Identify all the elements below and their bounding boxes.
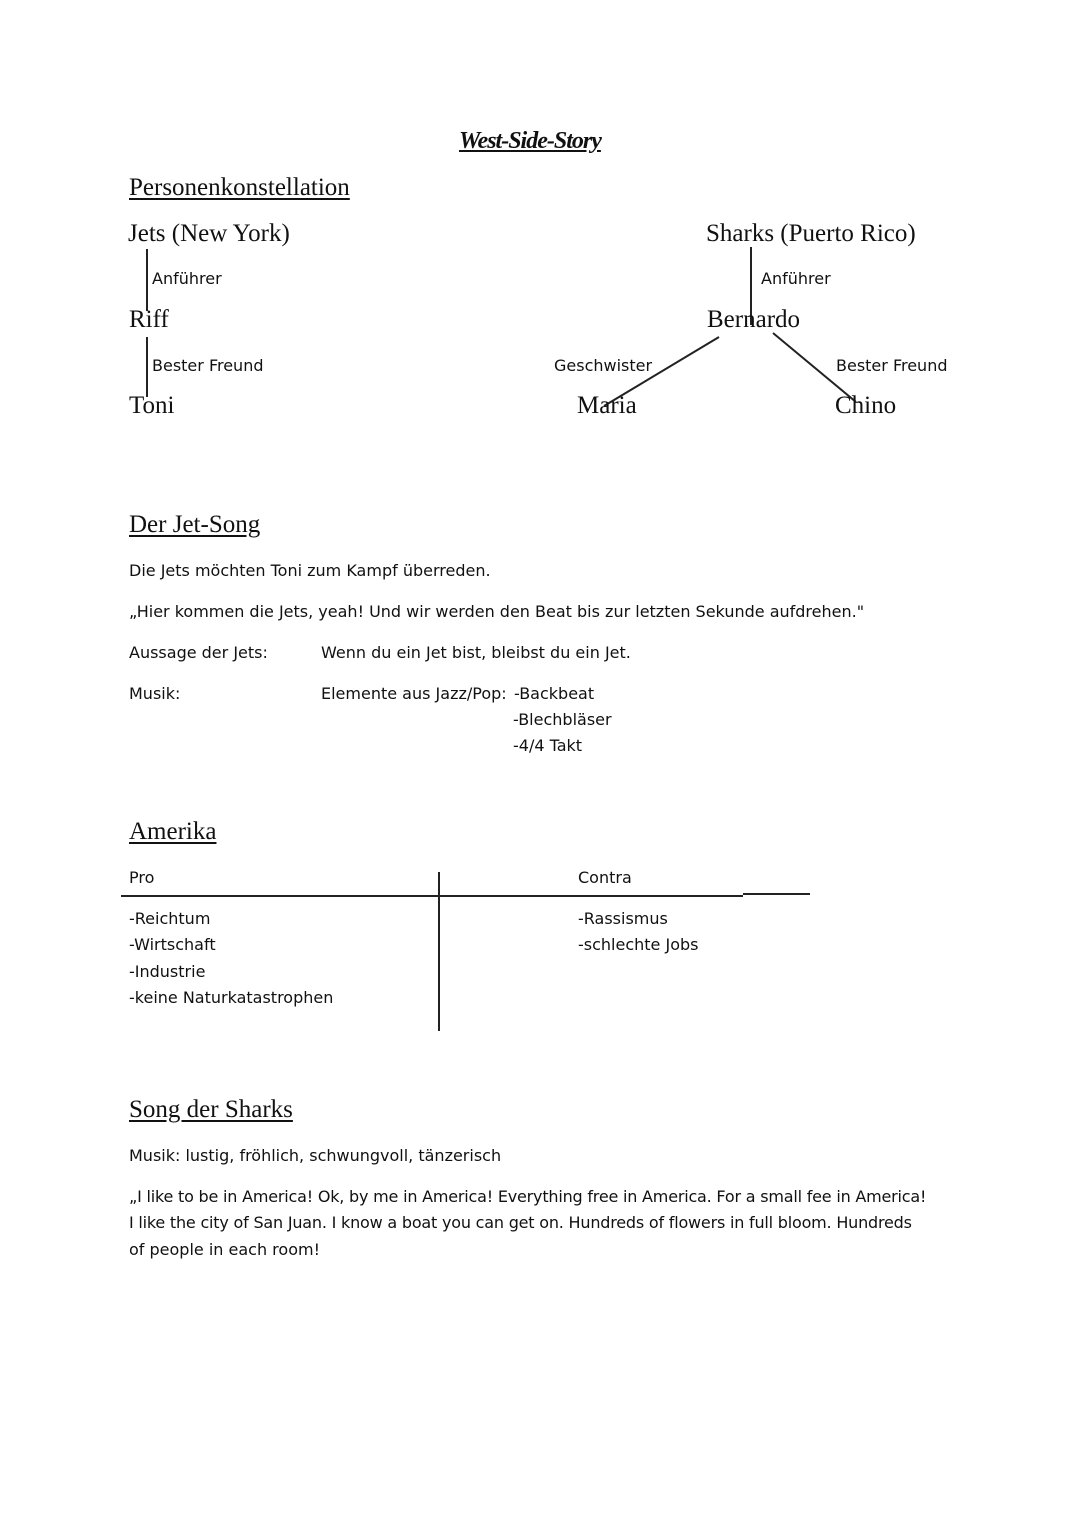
heading-amerika: Amerika: [129, 818, 217, 845]
sharks-friend-chino: Chino: [835, 392, 897, 419]
amerika-contra-label: Contra: [578, 868, 632, 887]
sharks-song-musik: Musik: lustig, fröhlich, schwungvoll, tänzerisch: [129, 1146, 502, 1165]
jets-leader-riff: Riff: [129, 306, 169, 333]
amerika-pro-item: -keine Naturkatastrophen: [129, 988, 334, 1007]
amerika-pro-item: -Wirtschaft: [129, 935, 216, 954]
amerika-table-divider-end: [743, 893, 810, 895]
heading-song-der-sharks: Song der Sharks: [129, 1096, 293, 1123]
jets-rel-bester-freund: Bester Freund: [152, 356, 264, 375]
jetsong-musik-item: -Backbeat: [514, 684, 595, 703]
sharks-song-quote-line-1: „I like to be in America! Ok, by me in America! Everything free in America. For a small fee in America!: [129, 1187, 927, 1206]
jetsong-summary: Die Jets möchten Toni zum Kampf überreden.: [129, 561, 491, 580]
heading-personenkonstellation: Personenkonstellation: [129, 174, 350, 201]
jetsong-musik-prefix: Elemente aus Jazz/Pop:: [321, 684, 507, 703]
page-title: West-Side-Story: [459, 128, 601, 154]
sharks-rel-geschwister: Geschwister: [554, 356, 653, 375]
jets-rel-anfuehrer: Anführer: [152, 269, 222, 288]
amerika-pro-item: -Reichtum: [129, 909, 211, 928]
jetsong-aussage-value: Wenn du ein Jet bist, bleibst du ein Jet.: [321, 643, 631, 662]
sharks-rel-anfuehrer: Anführer: [761, 269, 831, 288]
sharks-sibling-maria: Maria: [577, 392, 637, 419]
sharks-song-quote-line-2: I like the city of San Juan. I know a boat you can get on. Hundreds of flowers in full bloom. Hundreds: [129, 1213, 912, 1232]
sharks-rel-bester-freund: Bester Freund: [836, 356, 948, 375]
amerika-contra-item: -Rassismus: [578, 909, 668, 928]
jetsong-musik-item: -4/4 Takt: [513, 736, 583, 755]
jetsong-quote: „Hier kommen die Jets, yeah! Und wir werden den Beat bis zur letzten Sekunde aufdrehen.": [129, 602, 865, 621]
sharks-group-label: Sharks (Puerto Rico): [706, 220, 916, 247]
heading-jet-song: Der Jet-Song: [129, 511, 261, 538]
jets-friend-toni: Toni: [129, 392, 175, 419]
jetsong-aussage-label: Aussage der Jets:: [129, 643, 268, 662]
amerika-pro-item: -Industrie: [129, 962, 206, 981]
sharks-leader-bernardo: Bernardo: [707, 306, 801, 333]
jetsong-musik-item: -Blechbläser: [513, 710, 612, 729]
jetsong-musik-label: Musik:: [129, 684, 181, 703]
amerika-table-divider: [121, 895, 743, 897]
amerika-table-column-divider: [438, 872, 440, 1031]
amerika-pro-label: Pro: [129, 868, 155, 887]
jets-group-label: Jets (New York): [128, 220, 290, 247]
sharks-song-quote-line-3: of people in each room!: [129, 1240, 320, 1259]
amerika-contra-item: -schlechte Jobs: [578, 935, 699, 954]
